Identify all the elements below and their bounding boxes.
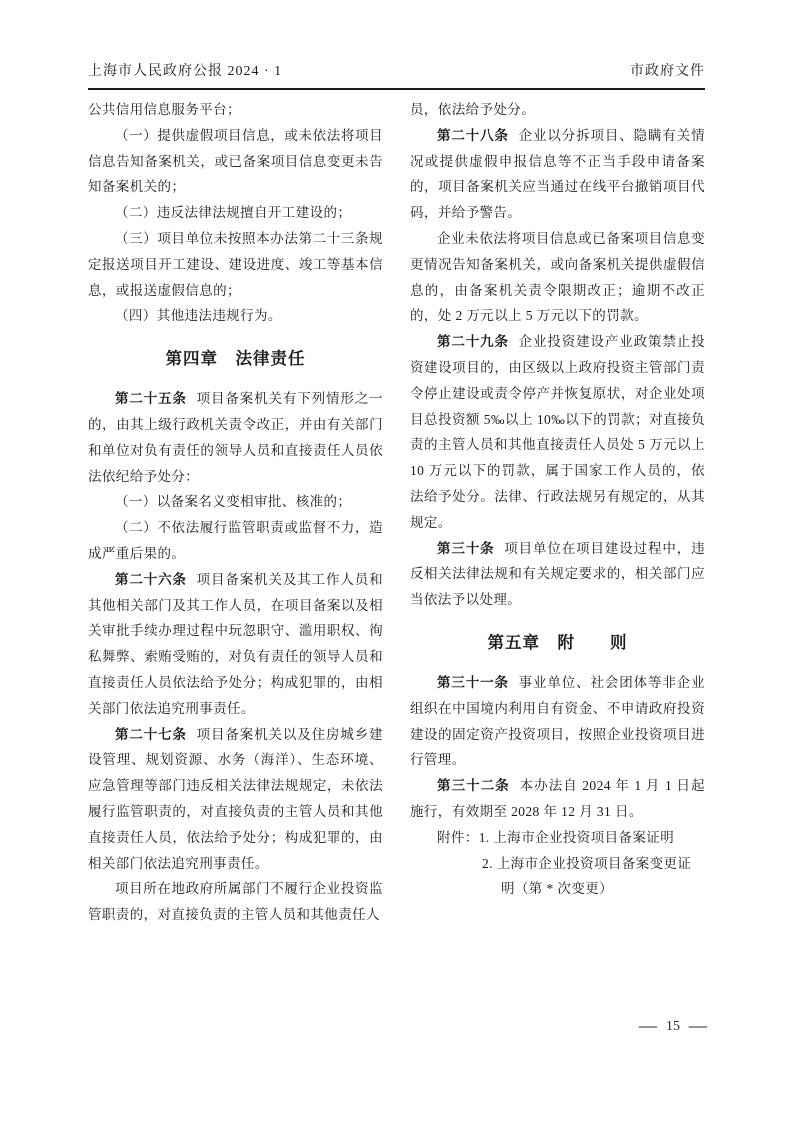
list-item-4: （四）其他违法违规行为。	[115, 308, 282, 324]
article-30-paragraph	[410, 536, 705, 613]
continued-paragraph: 员，依法给予处分。	[410, 102, 536, 117]
article-25-item-1: （一）以备案名义变相审批、核准的；	[115, 494, 352, 510]
article-26-text: 项目备案机关及其工作人员和其他相关部门及其工作人员，在项目备案以及相关审批手续办理过程中玩忽职守、滥用职权、徇私舞弊、索贿受贿的，对负有责任的领导人员和直接责任人员依法给予处分；构成犯罪的，由相关部门依法追究刑事责任。	[88, 571, 384, 716]
article-28-text: 企业以分拆项目、隐瞒有关情况或提供虚假申报信息等不正当手段申请备案的，项目备案机关应当通过在线平台撤销项目代码，并给予警告。	[410, 127, 706, 221]
article-30-number: 第三十条	[437, 540, 495, 556]
article-25-paragraph	[88, 386, 383, 489]
article-27-paragraph	[88, 722, 383, 877]
article-30-text: 项目单位在项目建设过程中，违反相关法律法规和有关规定要求的，相关部门应当依法予以处理。	[410, 540, 705, 608]
article-28-paragraph-2: 企业未依法将项目信息或已备案项目信息变更情况告知备案机关，或向备案机关提供虚假信息的，由备案机关责令限期改正；逾期不改正的，处 2 万元以上 5 万元以下的罚款。	[410, 230, 705, 324]
page-footer	[638, 1019, 708, 1035]
list-item-3: （三）项目单位未按照本办法第二十三条规定报送项目开工建设、建设进度、竣工等基本信息，或报送虚假信息的；	[88, 230, 383, 298]
article-32-paragraph	[410, 773, 705, 825]
attachment-item-1: 附件：1. 上海市企业投资项目备案证明	[437, 829, 675, 845]
article-31-number: 第三十一条	[437, 674, 509, 690]
page-number: 15	[666, 1019, 680, 1034]
page-header	[88, 60, 705, 80]
article-25-item-2: （二）不依法履行监管职责或监督不力，造成严重后果的。	[88, 520, 383, 561]
document-body	[88, 97, 705, 928]
continued-paragraph: 公共信用信息服务平台；	[88, 102, 241, 117]
article-29-paragraph	[410, 329, 705, 535]
list-item-2: （二）违反法律法规擅自开工建设的；	[115, 205, 352, 221]
gazette-title: 上海市人民政府公报 2024 · 1	[88, 64, 283, 79]
column-right	[410, 97, 705, 928]
article-32-text: 本办法自 2024 年 1 月 1 日起施行，有效期至 2028 年 12 月 31 日。	[410, 778, 706, 819]
article-27-number: 第二十七条	[115, 726, 187, 742]
footer-dash-right: —	[688, 1019, 708, 1034]
header-rule	[88, 88, 705, 90]
article-29-text: 企业投资建设产业政策禁止投资建设项目的，由区级以上政府投资主管部门责令停止建设或责令停产并恢复原状，对企业处项目总投资额 5‰以上 10‰以下的罚款；对直接负责的主管人员和其他直接责任人员处 5 万元以上 10 万元以下的罚款，属于国家工作人员的，依法给予处分。法律、行政法规另有规定的，从其规定。	[410, 334, 706, 530]
article-25-text: 项目备案机关有下列情形之一的，由其上级行政机关责令改正，并由有关部门和单位对负有责任的领导人员和直接责任人员依法依纪给予处分：	[88, 391, 384, 484]
section-label: 市政府文件	[630, 64, 705, 79]
list-item-1: （一）提供虚假项目信息，或未依法将项目信息告知备案机关，或已备案项目信息变更未告知备案机关的；	[88, 127, 383, 195]
attachment-item-2: 2. 上海市企业投资项目备案变更证明（第 * 次变更）	[482, 855, 692, 897]
article-26-paragraph	[88, 567, 383, 722]
article-27-paragraph-2: 项目所在地政府所属部门不履行企业投资监管职责的，对直接负责的主管人员和其他责任人	[88, 881, 383, 923]
chapter-5-heading: 第五章 附 则	[487, 632, 628, 652]
article-32-number: 第三十二条	[437, 778, 510, 794]
article-25-number: 第二十五条	[115, 391, 187, 407]
article-27-text: 项目备案机关以及住房城乡建设管理、规划资源、水务（海洋）、生态环境、应急管理等部门违反相关法律法规规定，未依法履行监管职责的，对直接负责的主管人员和其他直接责任人员，依法给予处分；构成犯罪的，由相关部门依法追究刑事责任。	[88, 726, 384, 871]
article-28-number: 第二十八条	[437, 127, 509, 143]
article-31-paragraph	[410, 670, 705, 773]
footer-dash-left: —	[638, 1019, 658, 1034]
article-28-paragraph	[410, 123, 705, 226]
chapter-4-heading: 第四章 法律责任	[165, 349, 306, 369]
column-left	[88, 97, 383, 928]
article-29-number: 第二十九条	[437, 334, 509, 350]
article-31-text: 事业单位、社会团体等非企业组织在中国境内利用自有资金、不申请政府投资建设的固定资产投资项目，按照企业投资项目进行管理。	[410, 674, 706, 768]
article-26-number: 第二十六条	[115, 571, 187, 587]
